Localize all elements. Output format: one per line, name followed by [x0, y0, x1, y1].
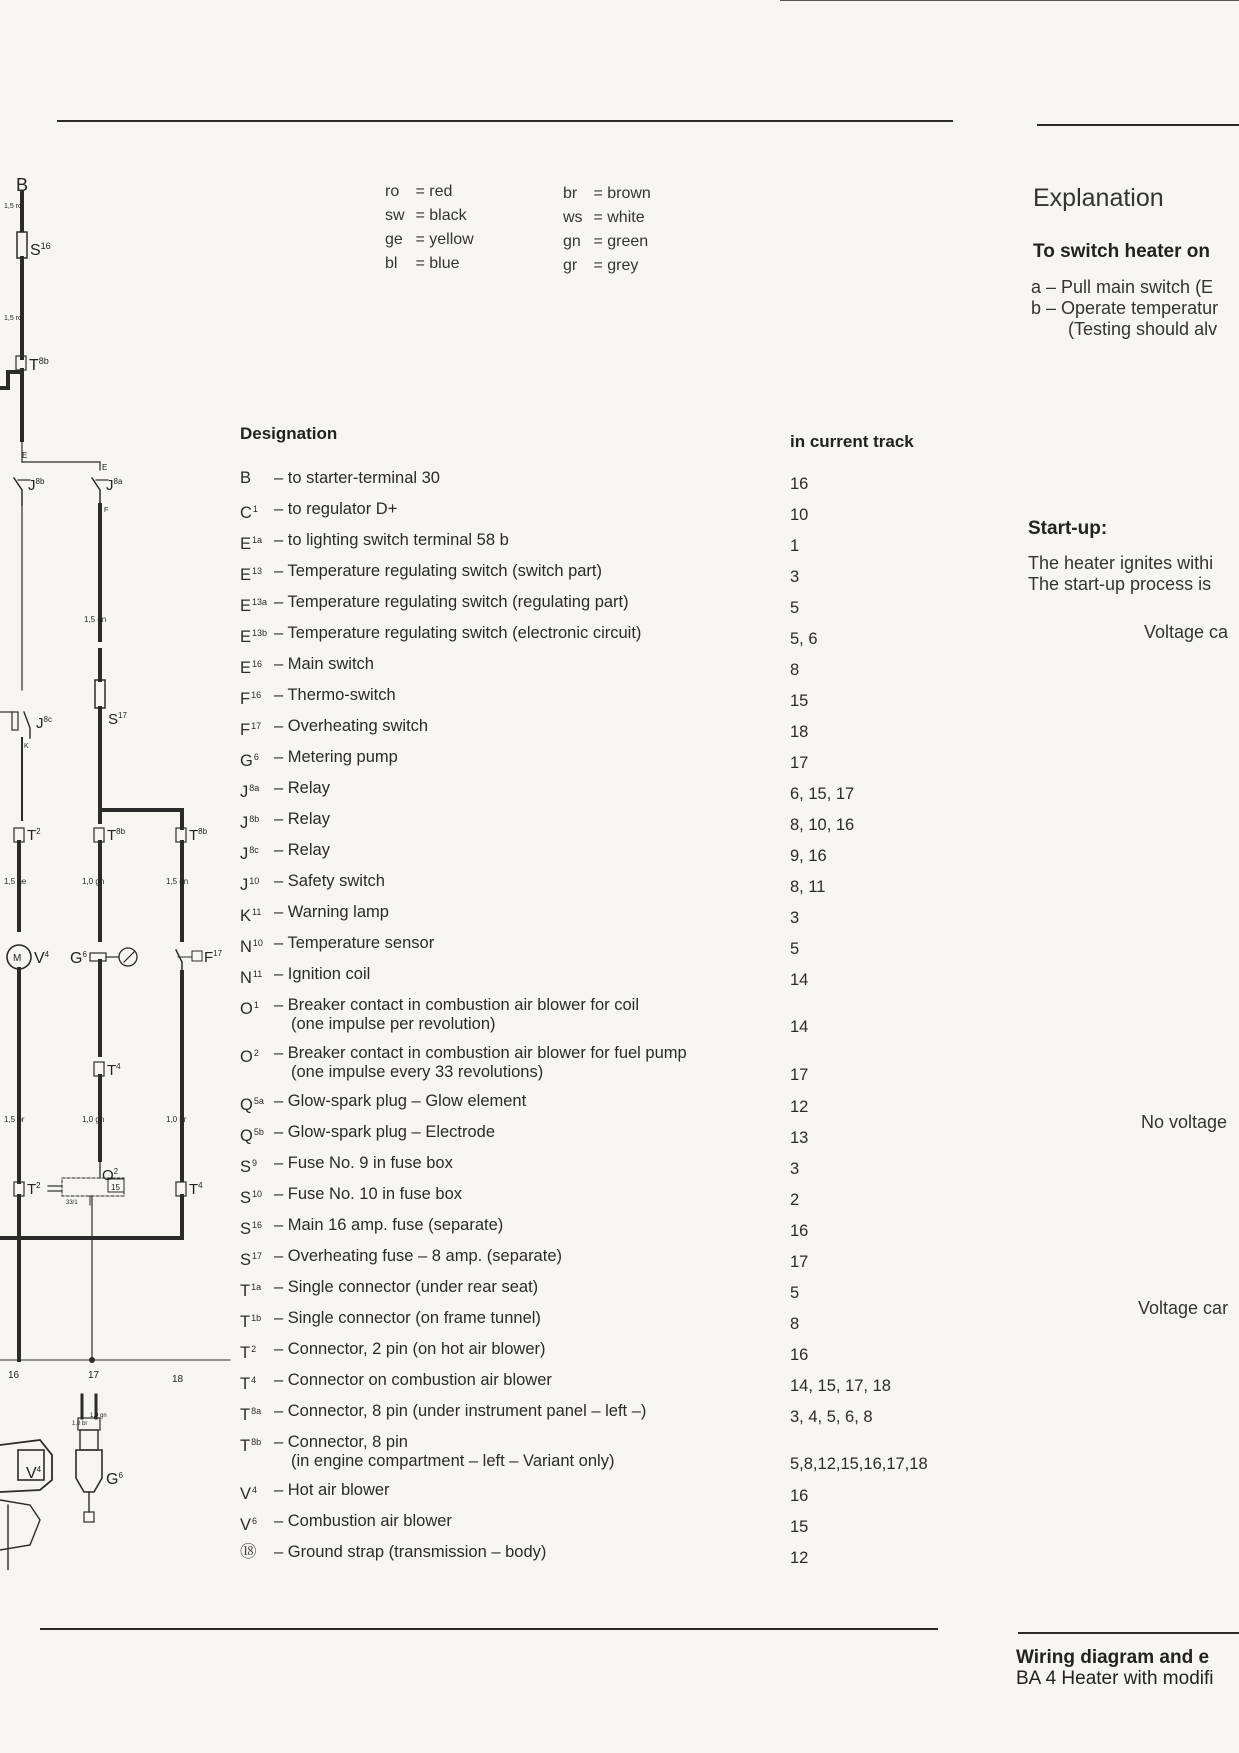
legend-row: sw = black: [385, 207, 467, 224]
current-track: 13: [790, 1129, 809, 1147]
designation-code: $Q^{5a}$: [240, 1096, 264, 1114]
current-track: 5: [790, 940, 800, 958]
designation-code: $S^{16}$: [240, 1220, 263, 1238]
designation-row: [240, 496, 960, 527]
diagram-label-T4-mid: $T^4$: [107, 1062, 121, 1079]
designation-code: $E^{16}$: [240, 659, 263, 677]
designation-code: $J^{8b}$: [240, 814, 260, 832]
designation-row: [240, 713, 960, 744]
diagram-label-T8b-mid: $T^{8b}$: [107, 827, 126, 844]
designation-row: [240, 558, 960, 589]
designation-row: [240, 1150, 960, 1181]
designation-code: $E^{13a}$: [240, 597, 268, 615]
current-track: 16: [790, 1346, 809, 1364]
designation-description: – Temperature regulating switch (switch part): [274, 562, 603, 580]
track-number: 16: [8, 1370, 20, 1381]
current-track: 1: [790, 537, 800, 555]
current-track: 2: [790, 1191, 800, 1209]
designation-description: – Connector, 8 pin (under instrument panel – left –): [274, 1402, 647, 1420]
top-rule-left: [57, 120, 953, 122]
designation-row: [240, 527, 960, 558]
diagram-label-F17: $F^{17}$: [204, 949, 223, 966]
current-track: 12: [790, 1549, 809, 1567]
legend-row: bl = blue: [385, 255, 460, 272]
current-track: 10: [790, 506, 809, 524]
diagram-label-V4: $V^4$: [34, 950, 50, 967]
designation-description: – Single connector (on frame tunnel): [274, 1309, 541, 1327]
motor-symbol: M: [13, 953, 22, 964]
designation-description: – Ground strap (transmission – body): [274, 1543, 547, 1561]
designation-row: [240, 961, 960, 992]
current-track: 16: [790, 1222, 809, 1240]
designation-description: – Glow-spark plug – Electrode: [274, 1123, 496, 1141]
diagram-label-G6-bottom: $G^6$: [106, 1471, 123, 1488]
current-track: 5: [790, 1284, 800, 1302]
designation-code: B: [240, 469, 252, 487]
designation-description: – Connector, 8 pin (in engine compartment – left – Variant only): [274, 1433, 615, 1470]
step-a: a – Pull main switch (E: [1031, 277, 1214, 297]
footer-subtitle: BA 4 Heater with modifi: [1016, 1668, 1214, 1689]
designation-code: $T^{8b}$: [240, 1437, 262, 1455]
designation-description: – Hot air blower: [274, 1481, 390, 1499]
designation-row: [240, 837, 960, 868]
current-track: 15: [790, 1518, 809, 1536]
designation-code: $N^{10}$: [240, 938, 263, 956]
designation-code: ⑱: [240, 1543, 257, 1561]
current-track: 16: [790, 475, 809, 493]
switch-on-heading: To switch heater on: [1033, 241, 1211, 262]
legend-row: ws = white: [563, 209, 645, 226]
current-track: 12: [790, 1098, 809, 1116]
diagram-label-J8c: $J^{8c}$: [36, 715, 52, 732]
footer-title: Wiring diagram and e: [1016, 1647, 1210, 1668]
designation-description: – Relay: [274, 841, 330, 859]
designation-row: [240, 806, 960, 837]
designation-code: $G^6$: [240, 752, 259, 770]
designation-row: [240, 1336, 960, 1367]
designation-description: – Temperature sensor: [274, 934, 435, 952]
designation-code: $E^{13}$: [240, 566, 263, 584]
designation-description: – Warning lamp: [274, 903, 389, 921]
designation-row: [240, 1477, 960, 1508]
designation-code: $T^{1a}$: [240, 1282, 262, 1300]
current-track: 3, 4, 5, 6, 8: [790, 1408, 873, 1426]
designation-code: $T^4$: [240, 1375, 257, 1393]
legend-row: ge = yellow: [385, 231, 474, 248]
designation-description: – Fuse No. 10 in fuse box: [274, 1185, 463, 1203]
designation-description: – Connector, 2 pin (on hot air blower): [274, 1340, 546, 1358]
wire-label: 1,5 ro: [4, 203, 22, 210]
designation-code: $J^{8a}$: [240, 783, 260, 801]
current-track: 14, 15, 17, 18: [790, 1377, 891, 1395]
designation-code: $T^{1b}$: [240, 1313, 262, 1331]
voltage-note-2: Voltage car: [1138, 1298, 1229, 1318]
wire-label: 1,0 gn: [82, 1115, 105, 1124]
current-track: 17: [790, 754, 809, 772]
diagram-label-E: E: [22, 451, 28, 460]
diagram-label-F: F: [104, 507, 109, 514]
designation-row: [240, 1429, 960, 1477]
step-b: b – Operate temperatur: [1031, 298, 1219, 318]
designation-description: – Breaker contact in combustion air blower for fuel pump (one impulse every 33 revolutions): [274, 1044, 687, 1081]
top-rule-right: [1037, 124, 1239, 126]
wire-label: 1,5 ro: [4, 315, 22, 322]
designation-row: [240, 1088, 960, 1119]
designation-row: [240, 620, 960, 651]
diagram-label-T2-lower: $T^2$: [27, 1181, 41, 1198]
box-label: 15: [111, 1183, 120, 1192]
voltage-note-1: Voltage ca: [1144, 622, 1229, 642]
designation-description: – Overheating switch: [274, 717, 429, 735]
designation-code: $K^{11}$: [240, 907, 262, 925]
designation-code: $F^{17}$: [240, 721, 262, 739]
designation-code: $S^9$: [240, 1158, 258, 1176]
designation-description: – Overheating fuse – 8 amp. (separate): [274, 1247, 562, 1265]
designation-description: – Main 16 amp. fuse (separate): [274, 1216, 504, 1234]
no-voltage-note: No voltage: [1141, 1112, 1228, 1132]
designation-row: [240, 930, 960, 961]
diagram-label-V4-bottom: $V^4$: [26, 1465, 42, 1482]
bottom-rule-right: [1018, 1632, 1239, 1634]
designation-row: [240, 682, 960, 713]
designation-row: [240, 775, 960, 806]
designation-description: – Glow-spark plug – Glow element: [274, 1092, 527, 1110]
designation-description: – Ignition coil: [274, 965, 371, 983]
designation-code: $J^{10}$: [240, 876, 260, 894]
current-track: 8: [790, 1315, 800, 1333]
current-track: 8, 10, 16: [790, 816, 855, 834]
top-edge-line: [780, 0, 1239, 1]
current-track: 5,8,12,15,16,17,18: [790, 1455, 928, 1473]
designation-code: $S^{10}$: [240, 1189, 263, 1207]
designation-code: $S^{17}$: [240, 1251, 263, 1269]
designation-code: $V^6$: [240, 1516, 258, 1534]
current-track: 6, 15, 17: [790, 785, 855, 803]
color-legend-right: [563, 182, 651, 278]
designation-code: $T^{8a}$: [240, 1406, 262, 1424]
designation-code: $N^{11}$: [240, 969, 263, 987]
diagram-label-33: 33/1: [66, 1200, 78, 1206]
wire-label: 1,5 ge: [4, 877, 27, 886]
wire-label: 1,5 br: [4, 1115, 25, 1124]
current-track: 14: [790, 971, 809, 989]
designation-description: – Relay: [274, 779, 330, 797]
designation-row: [240, 1119, 960, 1150]
track-header: in current track: [790, 432, 914, 451]
designation-code: $E^{13b}$: [240, 628, 268, 646]
step-b-note: (Testing should alv: [1068, 319, 1218, 339]
track-number: 18: [172, 1374, 184, 1385]
diagram-label-S16: $S^{16}$: [30, 241, 51, 259]
current-track: 17: [790, 1253, 809, 1271]
designation-code: $V^4$: [240, 1485, 258, 1503]
designation-description: – Relay: [274, 810, 330, 828]
designation-row: [240, 1212, 960, 1243]
current-track: 14: [790, 1018, 809, 1036]
wire-label: 1,0 gn: [82, 877, 105, 886]
designation-row: [240, 868, 960, 899]
designation-description: – Thermo-switch: [274, 686, 396, 704]
designation-row: [240, 992, 960, 1040]
wire-label: 1,5 gn: [166, 877, 189, 886]
diagram-label-S17: $S^{17}$: [108, 711, 127, 728]
designation-row: [240, 1243, 960, 1274]
designation-row: [240, 1305, 960, 1336]
diagram-label-E: E: [102, 463, 108, 472]
designation-description: – Temperature regulating switch (regulating part): [274, 593, 629, 611]
current-track: 9, 16: [790, 847, 827, 865]
diagram-label-B: B: [16, 175, 29, 195]
wiring-diagram: [0, 170, 235, 1570]
diagram-label-J8b: $J^{8b}$: [28, 477, 45, 494]
designation-row: [240, 465, 960, 496]
current-track: 5: [790, 599, 800, 617]
designation-list: [240, 465, 960, 1570]
designation-description: – Single connector (under rear seat): [274, 1278, 539, 1296]
designation-row: [240, 1508, 960, 1539]
current-track: 16: [790, 1487, 809, 1505]
diagram-label-J8a: $J^{8a}$: [106, 477, 123, 494]
legend-row: br = brown: [563, 185, 651, 202]
designation-description: – Temperature regulating switch (electronic circuit): [274, 624, 642, 642]
legend-row: gn = green: [563, 233, 649, 250]
wire-label: 1,0 br: [166, 1115, 187, 1124]
designation-description: – Connector on combustion air blower: [274, 1371, 552, 1389]
designation-row: [240, 1539, 960, 1570]
current-track: 3: [790, 568, 800, 586]
current-track: 15: [790, 692, 809, 710]
designation-row: [240, 651, 960, 682]
legend-row: gr = grey: [563, 257, 639, 274]
current-track: 8, 11: [790, 878, 826, 896]
startup-line-1: The heater ignites withi: [1028, 553, 1214, 573]
wire-label: 1,0 gn: [90, 1413, 107, 1419]
designation-description: – Main switch: [274, 655, 374, 673]
designation-code: $Q^{5b}$: [240, 1127, 264, 1145]
designation-code: $T^2$: [240, 1344, 257, 1362]
designation-row: [240, 589, 960, 620]
designation-code: $O^2$: [240, 1048, 259, 1066]
diagram-label-T8b-top: $T^{8b}$: [29, 356, 49, 374]
current-track: 17: [790, 1066, 809, 1084]
color-legend-left: [385, 180, 474, 276]
designation-header: Designation: [240, 424, 338, 443]
startup-heading: Start-up:: [1028, 518, 1108, 539]
diagram-label-T2-upper: $T^2$: [27, 827, 41, 844]
designation-row: [240, 1040, 960, 1088]
designation-description: – Metering pump: [274, 748, 398, 766]
diagram-label-G6: $G^6$: [70, 950, 87, 967]
designation-description: – Fuse No. 9 in fuse box: [274, 1154, 453, 1172]
current-track: 3: [790, 909, 800, 927]
explanation-title: Explanation: [1033, 184, 1164, 212]
bottom-rule-left: [40, 1628, 938, 1630]
track-number: 17: [88, 1370, 100, 1381]
designation-row: [240, 899, 960, 930]
designation-description: – to regulator D+: [274, 500, 398, 518]
designation-code: $C^1$: [240, 504, 258, 522]
current-track: 3: [790, 1160, 800, 1178]
designation-row: [240, 744, 960, 775]
startup-line-2: The start-up process is: [1028, 574, 1212, 594]
designation-row: [240, 1398, 960, 1429]
designation-row: [240, 1367, 960, 1398]
diagram-label-T8b-right: $T^{8b}$: [189, 827, 208, 844]
designation-description: – Breaker contact in combustion air blower for coil (one impulse per revolution): [274, 996, 639, 1033]
designation-description: – Combustion air blower: [274, 1512, 452, 1530]
designation-code: $E^{1a}$: [240, 535, 263, 553]
designation-code: $O^1$: [240, 1000, 259, 1018]
designation-description: – to lighting switch terminal 58 b: [274, 531, 509, 549]
designation-code: $F^{16}$: [240, 690, 262, 708]
wire-label: 1,0 br: [72, 1421, 88, 1427]
diagram-label-K: K: [24, 743, 29, 750]
wire-label: 1,5 gn: [84, 615, 107, 624]
designation-code: $J^{8c}$: [240, 845, 259, 863]
current-track: 18: [790, 723, 809, 741]
designation-row: [240, 1181, 960, 1212]
designation-description: – Safety switch: [274, 872, 385, 890]
designation-description: – to starter-terminal 30: [274, 469, 440, 487]
designation-row: [240, 1274, 960, 1305]
current-track: 5, 6: [790, 630, 818, 648]
legend-row: ro = red: [385, 183, 453, 200]
diagram-label-O2: $O^2$: [102, 1167, 119, 1184]
diagram-label-T4-right: $T^4$: [189, 1181, 203, 1198]
current-track: 8: [790, 661, 800, 679]
